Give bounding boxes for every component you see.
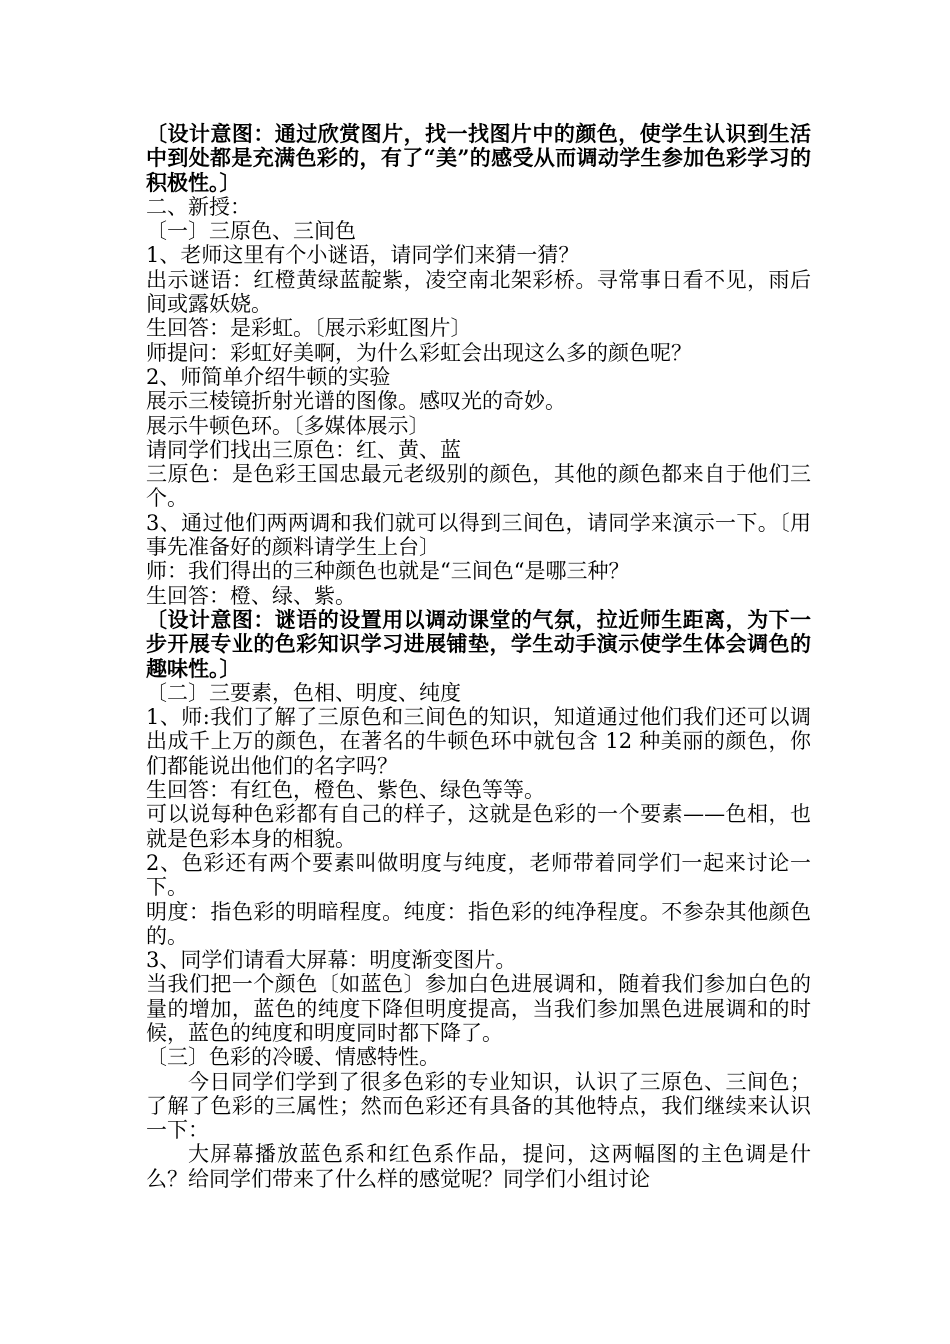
paragraph: 1、师:我们了解了三原色和三间色的知识，知道通过他们我们还可以调出成千上万的颜色，在著名的牛顿色环中就包含 12 种美丽的颜色，你们都能说出他们的名字吗？ <box>146 705 811 778</box>
section-heading-new-lesson: 二、新授： <box>146 194 251 219</box>
paragraph: 可以说每种色彩都有自己的样子，这就是色彩的一个要素——色相，也就是色彩本身的相貌。 <box>146 802 811 851</box>
paragraph: 1、老师这里有个小谜语，请同学们来猜一猜？ <box>146 243 580 268</box>
design-intent-2: 〔设计意图：谜语的设置用以调动课堂的气氛，拉近师生距离，为下一步开展专业的色彩知识学习进展铺垫，学生动手演示使学生体会调色的趣味性。〕 <box>146 606 811 681</box>
paragraph: 2、师简单介绍牛顿的实验 <box>146 364 391 389</box>
design-intent-1: 〔设计意图：通过欣赏图片，找一找图片中的颜色，使学生认识到生活中到处都是充满色彩的，有了“美”的感受从而调动学生参加色彩学习的积极性。〕 <box>146 121 811 195</box>
paragraph: 三原色：是色彩王国忠最元老级别的颜色，其他的颜色都来自于他们三个。 <box>146 462 811 511</box>
subsection-heading-2: 〔二〕三要素，色相、明度、纯度 <box>146 680 461 705</box>
paragraph: 今日同学们学到了很多色彩的专业知识，认识了三原色、三间色；了解了色彩的三属性；然而色彩还有具备的其他特点，我们继续来认识一下： <box>146 1069 811 1143</box>
paragraph: 生回答：是彩虹。〔展示彩虹图片〕 <box>146 316 472 341</box>
paragraph: 大屏幕播放蓝色系和红色系作品，提问，这两幅图的主色调是什么？给同学们带来了什么样的感觉呢？同学们小组讨论 <box>146 1142 811 1191</box>
paragraph: 师：我们得出的三种颜色也就是“三间色“是哪三种？ <box>146 559 630 584</box>
paragraph: 3、通过他们两两调和我们就可以得到三间色，请同学来演示一下。〔用事先准备好的颜料请学生上台〕 <box>146 510 811 560</box>
paragraph: 师提问：彩虹好美啊，为什么彩虹会出现这么多的颜色呢？ <box>146 340 692 365</box>
subsection-heading-3: 〔三〕色彩的冷暖、情感特性。 <box>146 1045 440 1070</box>
paragraph: 明度：指色彩的明暗程度。纯度：指色彩的纯净程度。不参杂其他颜色的。 <box>146 899 811 948</box>
paragraph: 2、色彩还有两个要素叫做明度与纯度，老师带着同学们一起来讨论一下。 <box>146 850 811 900</box>
paragraph: 生回答：有红色，橙色、紫色、绿色等等。 <box>146 778 545 803</box>
paragraph: 出示谜语：红橙黄绿蓝靛紫，凌空南北架彩桥。寻常事日看不见，雨后间或露妖娆。 <box>146 267 811 317</box>
paragraph: 当我们把一个颜色〔如蓝色〕参加白色进展调和，随着我们参加白色的量的增加，蓝色的纯度下降但明度提高，当我们参加黑色进展调和的时候，蓝色的纯度和明度同时都下降了。 <box>146 972 811 1045</box>
paragraph: 生回答：橙、绿、紫。 <box>146 583 356 608</box>
paragraph: 3、同学们请看大屏幕：明度渐变图片。 <box>146 948 517 973</box>
paragraph: 展示牛顿色环。〔多媒体展示〕 <box>146 413 430 438</box>
subsection-heading-1: 〔一〕三原色、三间色 <box>146 219 356 244</box>
paragraph: 请同学们找出三原色：红、黄、蓝 <box>146 437 461 462</box>
paragraph: 展示三棱镜折射光谱的图像。感叹光的奇妙。 <box>146 389 566 414</box>
document-page <box>146 122 811 1191</box>
